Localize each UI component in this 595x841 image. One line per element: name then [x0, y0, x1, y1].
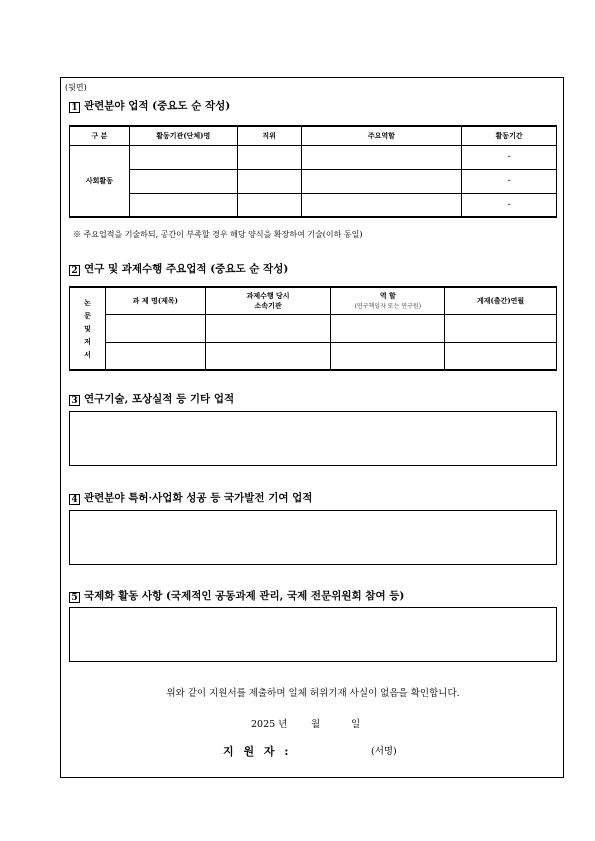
project-title-cell-2[interactable] — [105, 342, 205, 370]
activity-table — [69, 125, 557, 218]
section-3-number: 3 — [69, 395, 80, 406]
organization-cell-3[interactable] — [129, 193, 237, 217]
section-5-number: 5 — [69, 592, 80, 603]
organization-cell-2[interactable] — [129, 169, 237, 193]
applicant-label: 지 원 자 : — [223, 745, 292, 758]
section-2-number: 2 — [69, 265, 80, 276]
period-cell-3[interactable]: - — [462, 193, 557, 217]
date-year: 2025 년 — [251, 719, 288, 730]
section-4-title: 관련분야 특허·사업화 성공 등 국가발전 기여 업적 — [84, 492, 313, 504]
header-organization: 활동기관(단체)명 — [129, 126, 237, 145]
role-cell-3[interactable] — [301, 193, 462, 217]
section-1-number: 1 — [69, 102, 80, 113]
header-period: 활동기간 — [462, 126, 557, 145]
affiliation-cell-2[interactable] — [205, 342, 331, 370]
publication-date-cell-1[interactable] — [445, 314, 557, 342]
section-3-heading — [69, 391, 234, 406]
other-achievements-box[interactable] — [69, 411, 557, 466]
section-2-heading — [69, 261, 288, 276]
side-label-papers-books: 논 문 및 저 서 — [70, 287, 106, 370]
position-cell-3[interactable] — [237, 193, 301, 217]
section-4-number: 4 — [69, 494, 80, 505]
section-1-heading — [69, 98, 230, 113]
section-4-heading — [69, 490, 312, 505]
organization-cell-1[interactable] — [129, 145, 237, 169]
signature-field[interactable]: (서명) — [371, 746, 397, 757]
note-text: ※ 주요업적을 기술하되, 공간이 부족할 경우 해당 양식을 확장하여 기술(이하 동일) — [73, 230, 363, 239]
section-2-title: 연구 및 과제수행 주요업적 (중요도 순 작성) — [84, 263, 289, 275]
role-cell-2[interactable] — [331, 342, 445, 370]
header-publication-date: 게재(출간)연월 — [445, 287, 557, 314]
national-contribution-box[interactable] — [69, 510, 557, 565]
header-category: 구 분 — [70, 126, 130, 145]
header-project-title: 과 제 명(제목) — [105, 287, 205, 314]
section-3-title: 연구기술, 포상실적 등 기타 업적 — [84, 393, 235, 405]
header-position: 직위 — [237, 126, 301, 145]
period-cell-1[interactable]: - — [462, 145, 557, 169]
affiliation-cell-1[interactable] — [205, 314, 331, 342]
section-5-title: 국제화 활동 사항 (국제적인 공동과제 관리, 국제 전문위원회 참여 등) — [84, 590, 405, 602]
position-cell-1[interactable] — [237, 145, 301, 169]
role-cell-1[interactable] — [331, 314, 445, 342]
date-day: 일 — [351, 719, 361, 730]
header-affiliation: 과제수행 당시 소속기관 — [205, 287, 331, 314]
research-table — [69, 286, 557, 371]
form-page — [60, 77, 564, 778]
project-title-cell-1[interactable] — [105, 314, 205, 342]
section-1-title: 관련분야 업적 (중요도 순 작성) — [84, 100, 231, 112]
section-5-heading — [69, 588, 404, 603]
confirmation-statement: 위와 같이 지원서를 제출하며 일체 허위기재 사실이 없음을 확인합니다. — [166, 688, 460, 699]
position-cell-2[interactable] — [237, 169, 301, 193]
header-main-role: 주요역할 — [301, 126, 462, 145]
row-label-social-activity: 사회활동 — [70, 145, 130, 217]
international-activity-box[interactable] — [69, 607, 557, 662]
publication-date-cell-2[interactable] — [445, 342, 557, 370]
date-month: 월 — [311, 719, 321, 730]
role-cell-1[interactable] — [301, 145, 462, 169]
header-role: 역 할 (연구책임자 또는 연구원) — [331, 287, 445, 314]
role-cell-2[interactable] — [301, 169, 462, 193]
back-side-label: (뒷면) — [65, 83, 87, 92]
period-cell-2[interactable]: - — [462, 169, 557, 193]
